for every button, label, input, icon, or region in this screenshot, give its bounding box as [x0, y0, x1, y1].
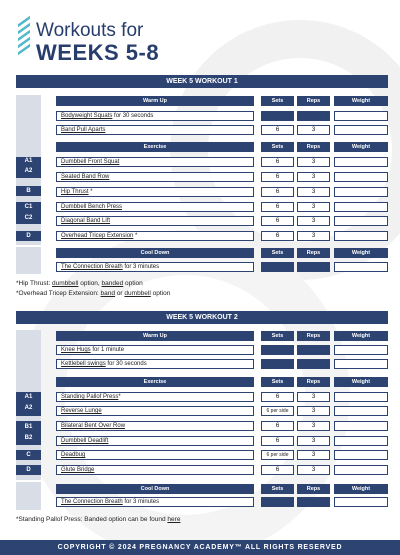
weight-input[interactable] — [334, 465, 388, 475]
workout2-cooldown-header: Cool Down — [56, 484, 254, 494]
sets-cell: 6 — [261, 392, 294, 402]
brand-stripes-icon — [18, 20, 30, 60]
row-letter: B — [26, 188, 31, 194]
page-title: WEEKS 5-8 — [36, 40, 160, 65]
exercise-link[interactable]: The Connection Breath — [61, 499, 123, 505]
workout1-exercise-row-4 — [56, 202, 254, 212]
reps-cell: 3 — [297, 231, 330, 241]
workout1-warmup-row-2 — [56, 125, 254, 135]
exercise-link[interactable]: The Connection Breath — [61, 264, 123, 270]
workout2-exercise-reps-header: Reps — [297, 377, 330, 387]
workout2-exercise-sets-header: Sets — [261, 377, 294, 387]
exercise-link[interactable]: Standing Pallof Press — [61, 394, 119, 400]
sets-cell: 6 — [261, 465, 294, 475]
weight-input[interactable] — [334, 157, 388, 167]
sets-cell: 6 per side — [261, 406, 294, 416]
workout1-warmup-row-2-sets: 6 — [261, 125, 294, 135]
workout2-cooldown-weight-header: Weight — [334, 484, 388, 494]
exercise-link[interactable]: Dumbbell Front Squat — [61, 159, 120, 165]
reps-cell: 3 — [297, 216, 330, 226]
weight-input[interactable] — [334, 406, 388, 416]
workout2-warmup-header: Warm Up — [56, 331, 254, 341]
reps-cell: 3 — [297, 157, 330, 167]
exercise-link[interactable]: Glute Bridge — [61, 467, 95, 473]
workout1-exercise-reps-header: Reps — [297, 142, 330, 152]
workout1-exercise-row-5 — [56, 216, 254, 226]
row-letter: A1 — [24, 394, 33, 400]
exercise-link[interactable]: Reverse Lunge — [61, 408, 102, 414]
exercise-link[interactable]: Bilateral Bent Over Row — [61, 423, 126, 429]
workout1-exercise-row-1 — [56, 157, 254, 167]
weight-input[interactable] — [334, 202, 388, 212]
sets-cell: 6 per side — [261, 450, 294, 460]
reps-cell: 3 — [297, 436, 330, 446]
weight-input[interactable] — [334, 450, 388, 460]
workout1-exercise-header: Exercise — [56, 142, 254, 152]
option-link[interactable]: band — [100, 290, 116, 297]
row-letter: A2 — [24, 405, 33, 411]
weight-input[interactable] — [334, 497, 388, 507]
workout1-warmup-row-2-weight[interactable] — [334, 125, 388, 135]
workout1-warmup-row-1: Bodyweight Squats for 30 seconds — [56, 111, 254, 121]
workout1-warmup-weight-header: Weight — [334, 96, 388, 106]
sets-cell — [261, 497, 294, 507]
reps-cell — [297, 345, 330, 355]
workout2-exercise-row-5 — [56, 450, 254, 460]
weight-input[interactable] — [334, 172, 388, 182]
exercise-link[interactable]: Overhead Tricep Extension — [61, 233, 134, 239]
reps-cell — [297, 497, 330, 507]
workout2-cooldown-row-1: The Connection Breath for 3 minutes — [56, 497, 254, 507]
workout2-warmup-row-1: Knee Hugs for 1 minute — [56, 345, 254, 355]
sets-cell — [261, 262, 294, 272]
exercise-link[interactable]: Dumbbell Deadlift — [61, 438, 109, 444]
workout1-exercise-sets-header: Sets — [261, 142, 294, 152]
workout1-warmup-header: Warm Up — [56, 96, 254, 106]
page-title-small: Workouts for — [36, 20, 144, 41]
sets-cell: 6 — [261, 172, 294, 182]
workout1-cooldown-reps-header: Reps — [297, 248, 330, 258]
workout2-title-bar: WEEK 5 WORKOUT 2 — [16, 311, 388, 324]
row-letter: C1 — [24, 204, 33, 210]
workout1-warmup-row-1-sets — [261, 111, 294, 121]
row-letter: A1 — [24, 158, 33, 164]
workout1-warmup-reps-header: Reps — [297, 96, 330, 106]
weight-input[interactable] — [334, 436, 388, 446]
exercise-link[interactable]: Kettlebell swings — [61, 361, 106, 367]
workout1-cooldown-letter-column — [16, 247, 41, 274]
sets-cell — [261, 359, 294, 369]
workout2-exercise-row-3 — [56, 421, 254, 431]
workout1-cooldown-weight-header: Weight — [334, 248, 388, 258]
row-letter: D — [26, 233, 31, 239]
weight-input[interactable] — [334, 231, 388, 241]
reps-cell — [297, 359, 330, 369]
reps-cell — [297, 262, 330, 272]
weight-input[interactable] — [334, 421, 388, 431]
workout2-warmup-sets-header: Sets — [261, 331, 294, 341]
workout1-warmup-row-2-reps: 3 — [297, 125, 330, 135]
workout2-warmup-row-2: Kettlebell swings for 30 seconds — [56, 359, 254, 369]
weight-input[interactable] — [334, 187, 388, 197]
workout1-exercise-row-2 — [56, 172, 254, 182]
reps-cell: 3 — [297, 392, 330, 402]
workout2-note: *Standing Pallof Press: Banded option can be found here — [16, 516, 181, 523]
exercise-link[interactable]: Seated Band Row — [61, 174, 110, 180]
sets-cell: 6 — [261, 187, 294, 197]
sets-cell: 6 — [261, 157, 294, 167]
workout2-exercise-weight-header: Weight — [334, 377, 388, 387]
row-letter: C2 — [24, 215, 33, 221]
workout1-note-2: *Overhead Tricep Extension: band or dumbbell option — [16, 290, 171, 297]
exercise-link[interactable]: Band Pull Aparts — [61, 127, 106, 133]
sets-cell: 6 — [261, 231, 294, 241]
workout1-exercise-row-3: Hip Thrust * — [56, 187, 254, 197]
row-letter: D — [26, 467, 31, 473]
row-letter: B2 — [24, 435, 33, 441]
copyright-footer: COPYRIGHT © 2024 PREGNANCY ACADEMY™ ALL RIGHTS RESERVED — [0, 540, 400, 555]
workout1-cooldown-row-1: The Connection Breath for 3 minutes — [56, 262, 254, 272]
exercise-link[interactable]: Diagonal Band Lift — [61, 218, 111, 224]
reps-cell: 3 — [297, 187, 330, 197]
exercise-link[interactable]: Knee Hugs — [61, 347, 91, 353]
sets-cell — [261, 345, 294, 355]
weight-input[interactable] — [334, 345, 388, 355]
weight-input[interactable] — [334, 262, 388, 272]
weight-input[interactable] — [334, 216, 388, 226]
option-link[interactable]: banded — [101, 280, 124, 287]
exercise-link[interactable]: Deadbug — [61, 452, 86, 458]
workout2-cooldown-sets-header: Sets — [261, 484, 294, 494]
workout1-warmup-sets-header: Sets — [261, 96, 294, 106]
exercise-link[interactable]: Hip Thrust — [61, 189, 89, 195]
workout2-exercise-row-2 — [56, 406, 254, 416]
sets-cell: 6 — [261, 436, 294, 446]
sets-cell: 6 — [261, 202, 294, 212]
workout2-exercise-row-6 — [56, 465, 254, 475]
workout1-note-1: *Hip Thrust: dumbbell option, banded option — [16, 280, 143, 287]
workout1-warmup-row-1-weight[interactable] — [334, 111, 388, 121]
option-link[interactable]: dumbbell — [52, 280, 79, 287]
sets-cell: 6 — [261, 421, 294, 431]
reps-cell: 3 — [297, 172, 330, 182]
exercise-link[interactable]: Dumbbell Bench Press — [61, 204, 123, 210]
option-link[interactable]: dumbbell — [124, 290, 151, 297]
workout1-exercise-row-6: Overhead Tricep Extension * — [56, 231, 254, 241]
workout2-cooldown-letter-column — [16, 482, 41, 510]
workout2-exercise-row-4 — [56, 436, 254, 446]
row-letter: B1 — [24, 424, 33, 430]
reps-cell: 3 — [297, 450, 330, 460]
workout1-cooldown-header: Cool Down — [56, 248, 254, 258]
here-link[interactable]: here — [167, 516, 181, 523]
workout2-warmup-weight-header: Weight — [334, 331, 388, 341]
row-letter: A2 — [24, 168, 33, 174]
workout2-warmup-reps-header: Reps — [297, 331, 330, 341]
reps-cell: 3 — [297, 465, 330, 475]
weight-input[interactable] — [334, 359, 388, 369]
reps-cell: 3 — [297, 421, 330, 431]
workout2-cooldown-reps-header: Reps — [297, 484, 330, 494]
workout1-exercise-weight-header: Weight — [334, 142, 388, 152]
weight-input[interactable] — [334, 392, 388, 402]
workout1-cooldown-sets-header: Sets — [261, 248, 294, 258]
workout1-warmup-row-1-reps — [297, 111, 330, 121]
reps-cell: 3 — [297, 202, 330, 212]
reps-cell: 3 — [297, 406, 330, 416]
workout2-exercise-header: Exercise — [56, 377, 254, 387]
row-letter: C — [26, 452, 31, 458]
exercise-link[interactable]: Bodyweight Squats — [61, 113, 113, 119]
sets-cell: 6 — [261, 216, 294, 226]
workout2-exercise-row-1: Standing Pallof Press* — [56, 392, 254, 402]
workout1-title-bar: WEEK 5 WORKOUT 1 — [16, 75, 388, 88]
